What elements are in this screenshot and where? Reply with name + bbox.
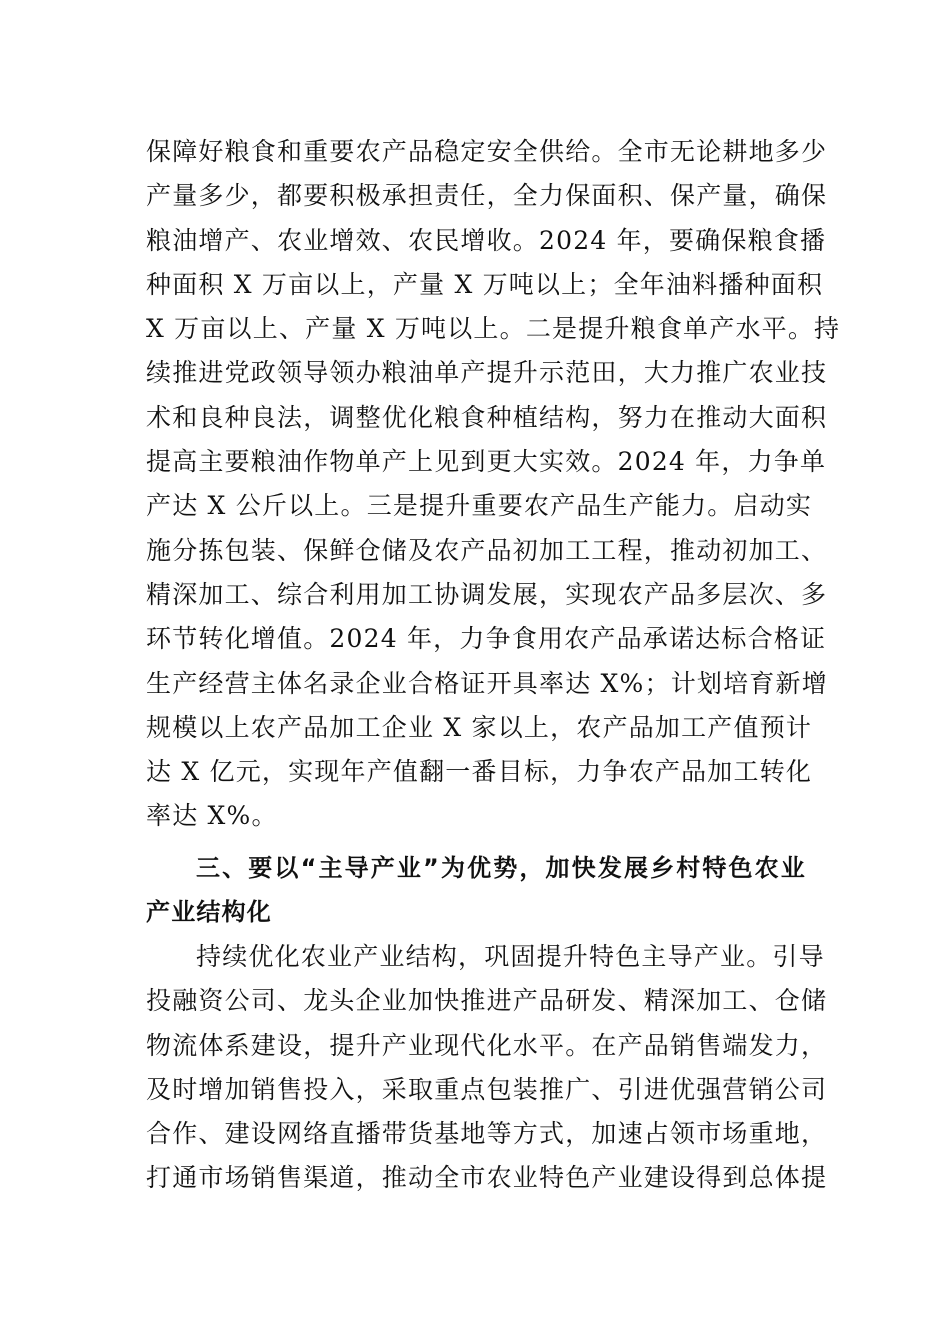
heading-line: 三、要以“主导产业”为优势，加快发展乡村特色农业 [196,854,806,882]
paragraph-line: X 万亩以上、产量 X 万吨以上。二是提升粮食单产水平。持 [146,314,841,344]
paragraph-line: 率达 X%。 [146,801,278,831]
paragraph-line: 施分拣包装、保鲜仓储及农产品初加工工程，推动初加工、 [146,535,828,565]
paragraph-line: 规模以上农产品加工企业 X 家以上，农产品加工产值预计 [146,712,813,742]
paragraph-line: 生产经营主体名录企业合格证开具率达 X%；计划培育新增 [146,668,828,698]
paragraph-line: 续推进党政领导领办粮油单产提升示范田，大力推广农业技 [146,358,828,388]
paragraph-line: 环节转化增值。2024 年，力争食用农产品承诺达标合格证 [146,624,827,654]
paragraph-line: 术和良种良法，调整优化粮食种植结构，努力在推动大面积 [146,402,828,432]
paragraph-line: 合作、建设网络直播带货基地等方式，加速占领市场重地， [146,1119,828,1149]
paragraph-line: 种面积 X 万亩以上，产量 X 万吨以上；全年油料播种面积 [146,269,824,299]
paragraph-line: 保障好粮食和重要农产品稳定安全供给。全市无论耕地多少 [146,137,828,166]
paragraph-line: 打通市场销售渠道，推动全市农业特色产业建设得到总体提 [146,1163,828,1193]
section-heading-3 [146,846,806,935]
paragraph-line: 产量多少，都要积极承担责任，全力保面积、保产量，确保 [146,181,828,211]
paragraph-line: 物流体系建设，提升产业现代化水平。在产品销售端发力， [146,1030,828,1060]
paragraph-line: 达 X 亿元，实现年产值翻一番目标，力争农产品加工转化 [146,757,813,787]
paragraph-line: 粮油增产、农业增效、农民增收。2024 年，要确保粮食播 [146,225,827,255]
paragraph-line: 持续优化农业产业结构，巩固提升特色主导产业。引导 [196,942,825,971]
paragraph-line: 及时增加销售投入，采取重点包装推广、引进优强营销公司 [146,1074,828,1104]
paragraph-grain-supply [146,130,841,839]
paragraph-line: 产达 X 公斤以上。三是提升重要农产品生产能力。启动实 [146,491,813,521]
paragraph-line: 投融资公司、龙头企业加快推进产品研发、精深加工、仓储 [146,986,828,1016]
paragraph-line: 精深加工、综合利用加工协调发展，实现农产品多层次、多 [146,579,828,609]
paragraph-line: 提高主要粮油作物单产上见到更大实效。2024 年，力争单 [146,447,827,477]
heading-line: 产业结构化 [146,898,272,927]
paragraph-industry-structure [146,935,828,1201]
